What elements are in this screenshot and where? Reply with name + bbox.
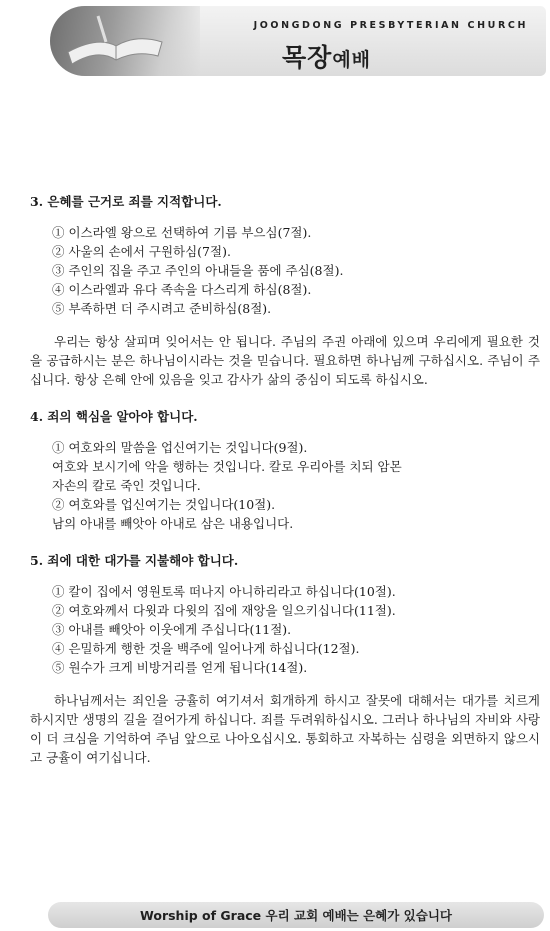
footer-text: Worship of Grace 우리 교회 예배는 은혜가 있습니다: [140, 908, 452, 923]
list-item: ④ 은밀하게 행한 것을 백주에 일어나게 하십니다(12절).: [52, 641, 360, 656]
list-item: ④ 이스라엘과 유다 족속을 다스리게 하심(8절).: [52, 282, 312, 297]
footer-banner: [48, 902, 544, 928]
service-title-suffix: 예배: [332, 49, 372, 71]
list-item-detail: 자손의 칼로 죽인 것입니다.: [52, 478, 201, 493]
list-item: ⑤ 부족하면 더 주시려고 준비하심(8절).: [52, 301, 272, 316]
list-item: ③ 주인의 집을 주고 주인의 아내들을 품에 주심(8절).: [52, 263, 344, 278]
bible-icon: [58, 12, 168, 70]
section-4-heading: 4. 죄의 핵심을 알아야 합니다.: [30, 409, 198, 424]
section-4-list: [30, 438, 540, 533]
list-item: ⑤ 원수가 크게 비방거리를 얻게 됩니다(14절).: [52, 660, 308, 675]
list-item: ② 여호와께서 다윗과 다윗의 집에 재앙을 일으키십니다(11절).: [52, 603, 396, 618]
service-title: [282, 38, 371, 74]
list-item-detail: 여호와 보시기에 악을 행하는 것입니다. 칼로 우리아를 치되 암몬: [52, 459, 402, 474]
list-item: ② 여호와를 업신여기는 것입니다(10절).: [52, 497, 276, 512]
list-item: ② 사울의 손에서 구원하심(7절).: [52, 244, 231, 259]
section-3-list: [30, 223, 540, 318]
bible-photo: [50, 6, 200, 76]
section-3-paragraph: 우리는 항상 살피며 잊어서는 안 됩니다. 주님의 주권 아래에 있으며 우리에게 필요한 것을 공급하시는 분은 하나님이시라는 것을 믿습니다. 필요하면 하나님께 구하십시오. 주님이 주십니다. 항상 은혜 안에 있음을 잊고 감사가 삶의 중심이 되도록 하십시오.: [30, 334, 540, 387]
list-item: ③ 아내를 빼앗아 이웃에게 주십니다(11절).: [52, 622, 292, 637]
church-name: JOONGDONG PRESBYTERIAN CHURCH: [253, 20, 528, 31]
section-5-list: [30, 582, 540, 677]
service-title-main: 목장: [282, 43, 333, 72]
list-item-detail: 남의 아내를 빼앗아 아내로 삼은 내용입니다.: [52, 516, 294, 531]
sermon-content: [30, 192, 540, 767]
section-5-paragraph: 하나님께서는 죄인을 긍휼히 여기셔서 회개하게 하시고 잘못에 대해서는 대가를 치르게 하시지만 생명의 길을 걸어가게 하십니다. 죄를 두려워하십시오. 그러나 하나님의 자비와 사랑이 더 크심을 기억하여 주님 앞으로 나아오십시오. 통회하고 자복하는 심령을 외면하지 않으시고 긍휼이 여기십니다.: [30, 693, 540, 765]
section-3-heading: 3. 은혜를 근거로 죄를 지적합니다.: [30, 194, 222, 209]
list-item: ① 여호와의 말씀을 업신여기는 것입니다(9절).: [52, 440, 308, 455]
list-item: ① 이스라엘 왕으로 선택하여 기름 부으심(7절).: [52, 225, 312, 240]
section-5-heading: 5. 죄에 대한 대가를 지불해야 합니다.: [30, 553, 239, 568]
list-item: ① 칼이 집에서 영원토록 떠나지 아니하리라고 하십니다(10절).: [52, 584, 396, 599]
header-banner: [50, 6, 546, 76]
